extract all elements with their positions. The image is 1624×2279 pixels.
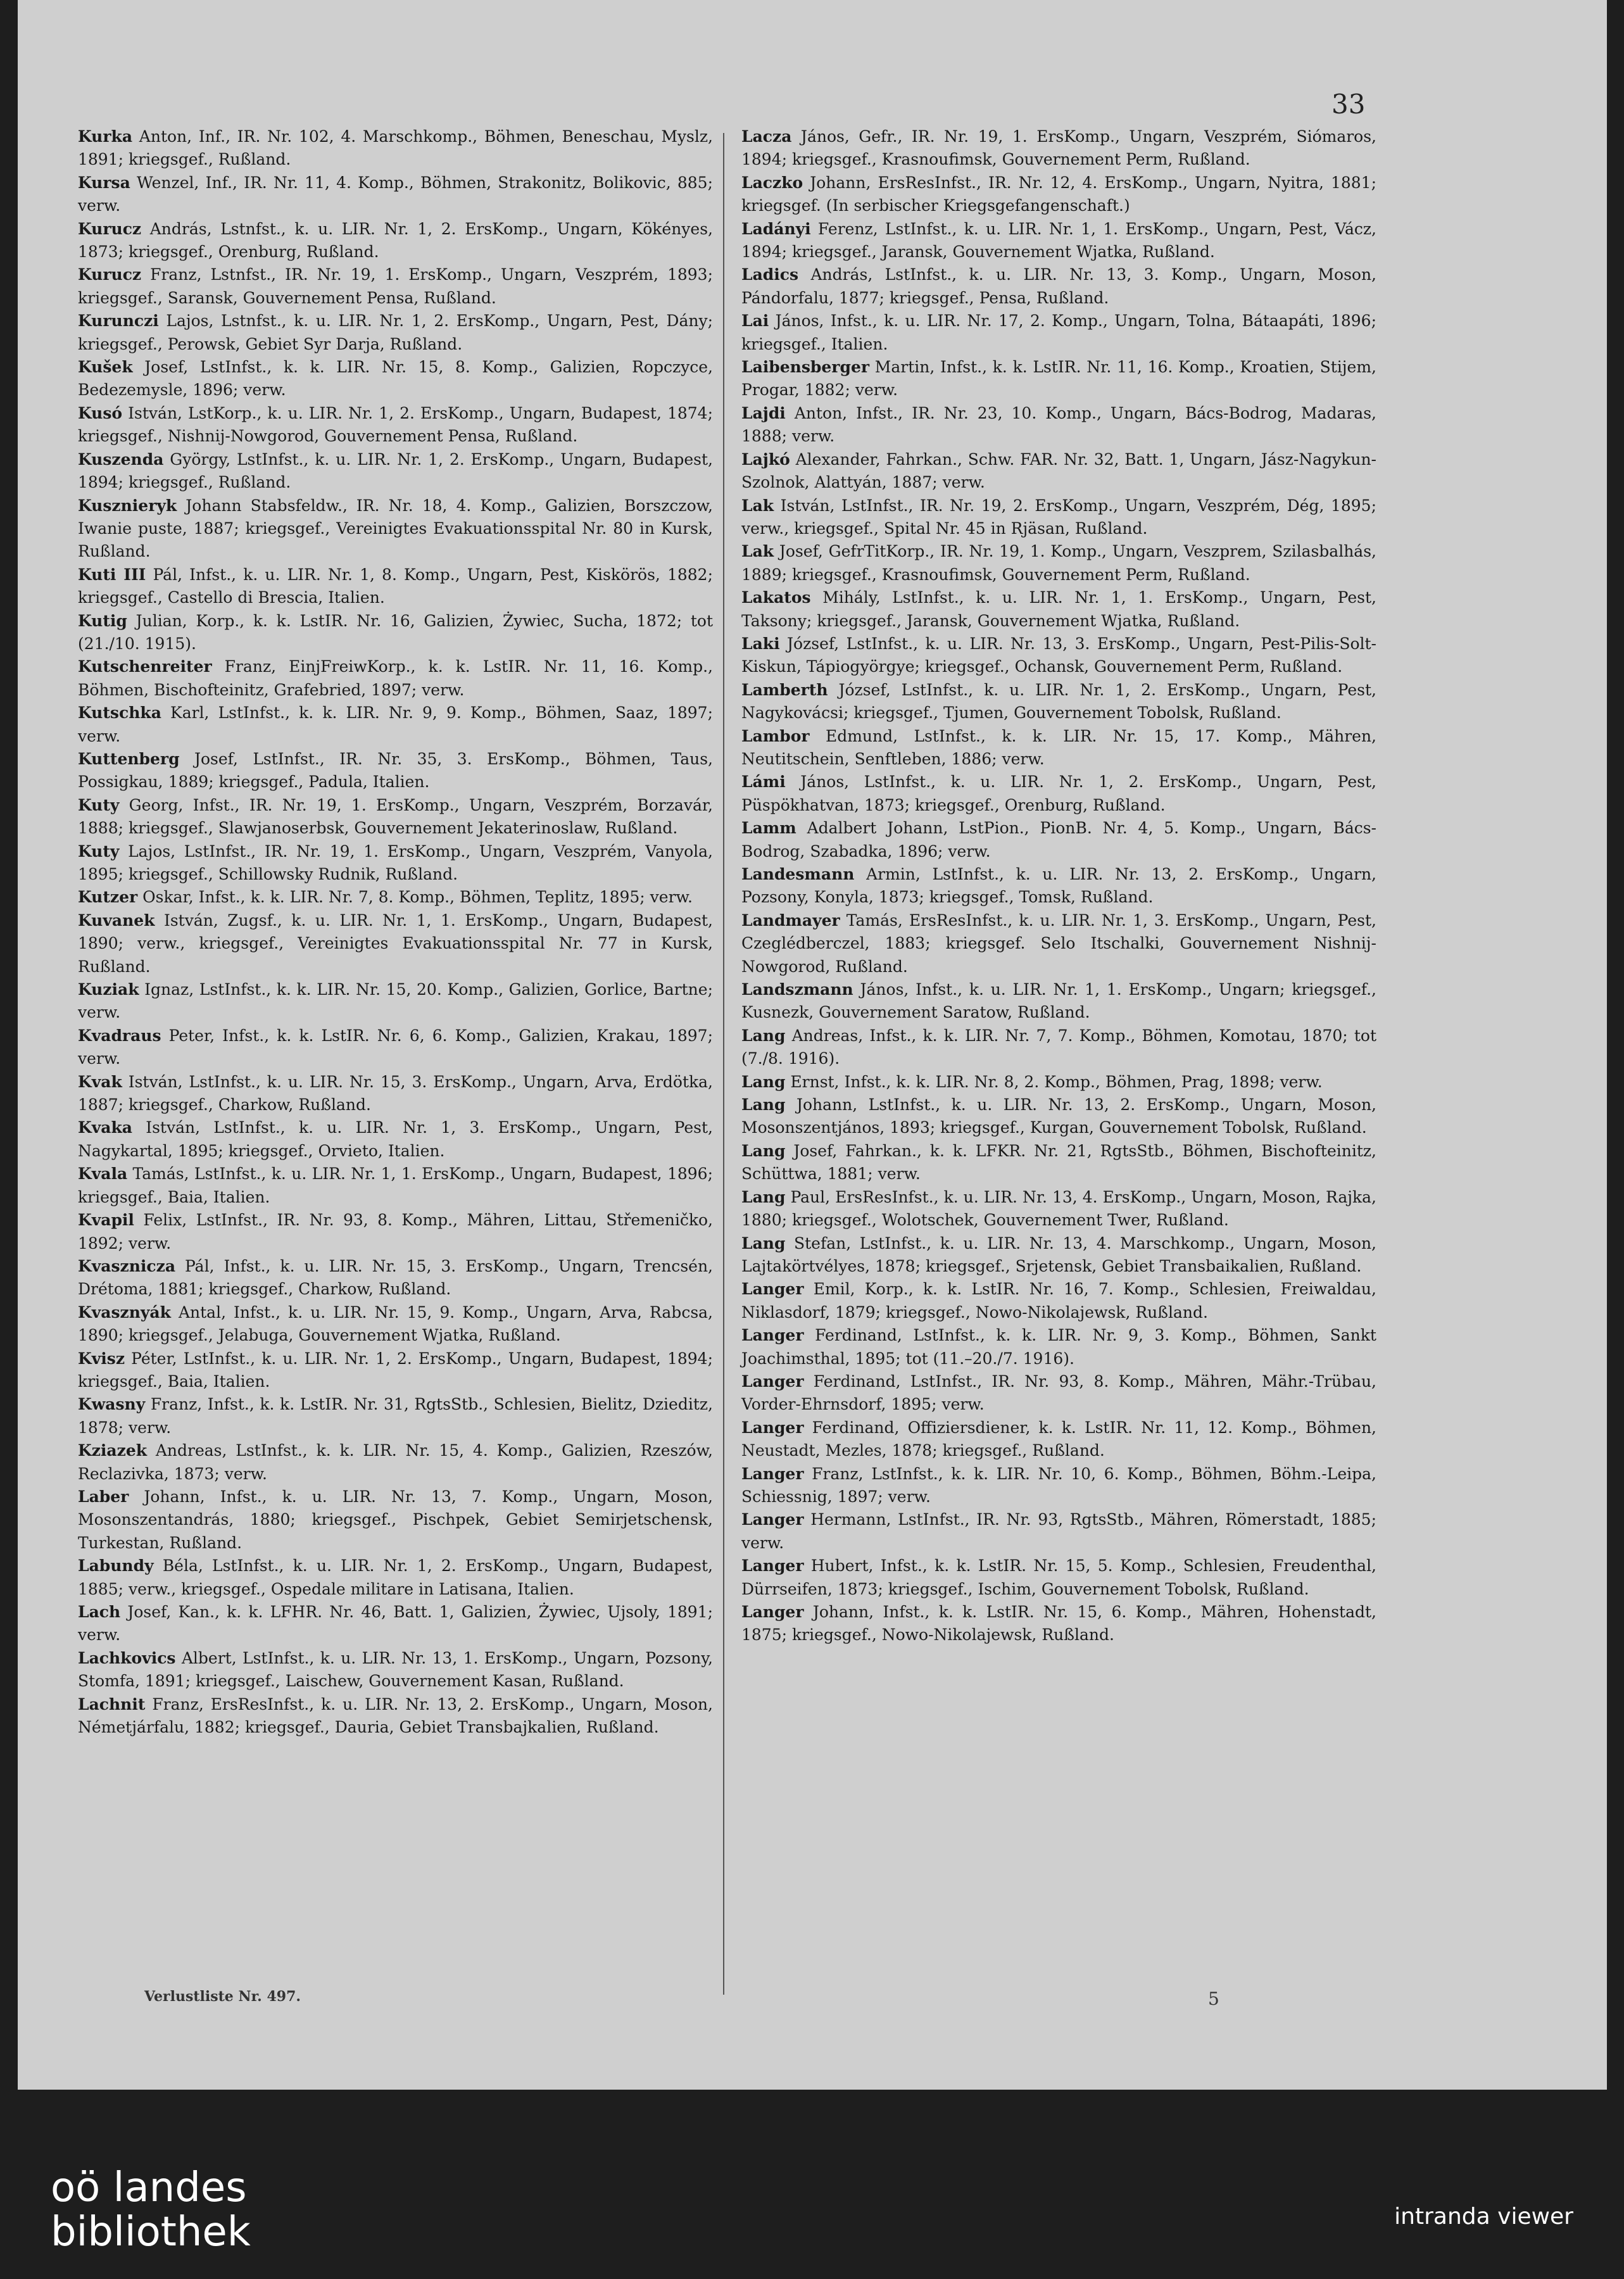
casualty-entry: [741, 725, 1376, 771]
entry-surname: Kutschka: [78, 704, 161, 723]
casualty-entry: [741, 1508, 1376, 1555]
casualty-entry: [78, 1116, 713, 1163]
entry-surname: Kuti III: [78, 565, 146, 584]
right-column: [741, 125, 1376, 1647]
entry-surname: Kvak: [78, 1072, 122, 1091]
casualty-entry: [741, 633, 1376, 679]
casualty-entry: [78, 1439, 713, 1486]
casualty-entry: [741, 125, 1376, 172]
entry-details: Emil, Korp., k. k. LstIR. Nr. 16, 7. Komp., Schlesien, Freiwaldau, Niklasdorf, 1879; kriegsgef., Nowo-Nikolajewsk, Rußland.: [741, 1280, 1376, 1322]
casualty-entry: [78, 495, 713, 564]
casualty-entry: [741, 310, 1376, 356]
entry-details: Ferenz, LstInfst., k. u. LIR. Nr. 1, 1. ErsKomp., Ungarn, Pest, Vácz, 1894; kriegsgef., Jaransk, Gouvernement Wjatka, Rußland.: [741, 219, 1376, 262]
casualty-entry: [741, 356, 1376, 402]
entry-surname: Ladányi: [741, 219, 811, 238]
entry-surname: Kziazek: [78, 1441, 148, 1460]
entry-surname: Langer: [741, 1372, 804, 1391]
casualty-entry: [78, 263, 713, 310]
entry-details: Péter, LstInfst., k. u. LIR. Nr. 1, 2. ErsKomp., Ungarn, Budapest, 1894; kriegsgef., Baia, Italien.: [78, 1349, 713, 1391]
entry-details: Josef, LstInfst., k. k. LIR. Nr. 15, 8. Komp., Galizien, Ropczyce, Bedezemysle, 1896; verw.: [78, 358, 713, 400]
logo-line1: oö landes: [51, 2164, 247, 2211]
entry-details: Josef, GefrTitKorp., IR. Nr. 19, 1. Komp., Ungarn, Veszprem, Szilasbalhás, 1889; kriegsgef., Krasnoufimsk, Gouvernement Perm, Rußland.: [741, 542, 1376, 584]
entry-surname: Lai: [741, 312, 769, 331]
entry-surname: Langer: [741, 1326, 804, 1345]
entry-details: Georg, Infst., IR. Nr. 19, 1. ErsKomp., Ungarn, Veszprém, Borzavár, 1888; kriegsgef., Slawjanoserbsk, Gouvernement Jekaterinoslaw, Rußland.: [78, 795, 714, 838]
casualty-entry: [741, 448, 1376, 495]
entry-details: Peter, Infst., k. k. LstIR. Nr. 6, 6. Komp., Galizien, Krakau, 1897; verw.: [78, 1026, 713, 1068]
entry-surname: Lachkovics: [78, 1648, 176, 1667]
entry-details: Johann, Infst., k. u. LIR. Nr. 13, 7. Komp., Ungarn, Moson, Mosonszentandrás, 1880; kriegsgef., Pischpek, Gebiet Semirjetschensk, Turkestan, Rußland.: [78, 1487, 713, 1552]
entry-surname: Kvala: [78, 1165, 128, 1184]
entry-surname: Lang: [741, 1095, 786, 1114]
casualty-entry: [741, 978, 1376, 1025]
casualty-entry: [78, 1601, 713, 1647]
entry-surname: Kuty: [78, 842, 120, 861]
entry-surname: Kuvanek: [78, 911, 155, 930]
casualty-entry: [78, 748, 713, 794]
entry-details: István, LstInfst., k. u. LIR. Nr. 15, 3. ErsKomp., Ungarn, Arva, Erdötka, 1887; kriegsgef., Charkow, Rußland.: [78, 1072, 713, 1114]
entry-details: Pál, Infst., k. u. LIR. Nr. 1, 8. Komp., Ungarn, Pest, Kiskörös, 1882; kriegsgef., Castello di Brescia, Italien.: [78, 565, 714, 607]
entry-details: János, Infst., k. u. LIR. Nr. 17, 2. Komp., Ungarn, Tolna, Bátaapáti, 1896; kriegsgef., Italien.: [741, 312, 1377, 353]
casualty-entry: [741, 1370, 1376, 1417]
casualty-entry: [741, 1278, 1376, 1324]
entry-surname: Laki: [741, 634, 780, 653]
casualty-entry: [78, 610, 713, 656]
entry-details: András, Lstnfst., k. u. LIR. Nr. 1, 2. ErsKomp., Ungarn, Kökényes, 1873; kriegsgef., Orenburg, Rußland.: [78, 219, 713, 262]
casualty-entry: [78, 886, 713, 909]
entry-surname: Kurucz: [78, 219, 142, 238]
entry-details: András, LstInfst., k. u. LIR. Nr. 13, 3. Komp., Ungarn, Moson, Pándorfalu, 1877; kriegsgef., Pensa, Rußland.: [741, 265, 1377, 307]
entry-surname: Landmayer: [741, 911, 840, 930]
entry-surname: Langer: [741, 1510, 804, 1529]
entry-details: Karl, LstInfst., k. k. LIR. Nr. 9, 9. Komp., Böhmen, Saaz, 1897; verw.: [78, 704, 714, 745]
entry-surname: Kusó: [78, 403, 123, 422]
entry-details: István, LstInfst., IR. Nr. 19, 2. ErsKomp., Ungarn, Veszprém, Dég, 1895; verw., kriegsgef., Spital Nr. 45 in Rjäsan, Rußland.: [741, 496, 1376, 538]
casualty-entry: [741, 1025, 1376, 1071]
entry-details: János, LstInfst., k. u. LIR. Nr. 1, 2. ErsKomp., Ungarn, Pest, Püspökhatvan, 1873; kriegsgef., Orenburg, Rußland.: [741, 773, 1376, 814]
casualty-entry: [78, 125, 713, 172]
entry-details: Antal, Infst., k. u. LIR. Nr. 15, 9. Komp., Ungarn, Arva, Rabcsa, 1890; kriegsgef., Jelabuga, Gouvernement Wjatka, Rußland.: [78, 1303, 713, 1345]
entry-surname: Lak: [741, 496, 774, 515]
entry-surname: Lambor: [741, 726, 810, 745]
entry-details: Franz, LstInfst., k. k. LIR. Nr. 10, 6. Komp., Böhmen, Böhm.-Leipa, Schiessnig, 1897; verw.: [741, 1464, 1377, 1506]
entry-details: Wenzel, Inf., IR. Nr. 11, 4. Komp., Böhmen, Strakonitz, Bolikovic, 885; verw.: [78, 173, 713, 215]
entry-details: Oskar, Infst., k. k. LIR. Nr. 7, 8. Komp., Böhmen, Teplitz, 1895; verw.: [142, 888, 693, 907]
left-column: [78, 125, 713, 1739]
casualty-entry: [78, 1071, 713, 1117]
casualty-entry: [741, 1071, 1376, 1094]
entry-details: Stefan, LstInfst., k. u. LIR. Nr. 13, 4. Marschkomp., Ungarn, Moson, Lajtakörtvélyes, 1878; kriegsgef., Srjetensk, Gebiet Transbaikalien, Rußland.: [741, 1234, 1376, 1275]
entry-details: Paul, ErsResInfst., k. u. LIR. Nr. 13, 4. ErsKomp., Ungarn, Moson, Rajka, 1880; kriegsgef., Wolotschek, Gouvernement Twer, Rußland.: [741, 1187, 1377, 1230]
entry-surname: Kvapil: [78, 1211, 134, 1230]
entry-details: Johann, Infst., k. k. LstIR. Nr. 15, 6. Komp., Mähren, Hohenstadt, 1875; kriegsgef., Nowo-Nikolajewsk, Rußland.: [741, 1603, 1376, 1645]
entry-surname: Lang: [741, 1234, 786, 1253]
entry-details: Andreas, Infst., k. k. LIR. Nr. 7, 7. Komp., Böhmen, Komotau, 1870; tot (7./8. 1916).: [741, 1026, 1376, 1068]
entry-details: Ferdinand, LstInfst., IR. Nr. 93, 8. Komp., Mähren, Mähr.-Trübau, Vorder-Ehrnsdorf, 1895; verw.: [741, 1372, 1376, 1414]
entry-surname: Kurka: [78, 127, 133, 146]
entry-details: Ferdinand, Offiziersdiener, k. k. LstIR. Nr. 11, 12. Komp., Böhmen, Neustadt, Mezles, 1878; kriegsgef., Rußland.: [741, 1418, 1376, 1460]
casualty-entry: [78, 448, 713, 495]
entry-surname: Laczko: [741, 173, 803, 192]
entry-details: István, Zugsf., k. u. LIR. Nr. 1, 1. ErsKomp., Ungarn, Budapest, 1890; verw., kriegsgef., Vereinigtes Evakuationsspital Nr. 77 in Kursk, Rußland.: [78, 911, 713, 976]
entry-details: György, LstInfst., k. u. LIR. Nr. 1, 2. ErsKomp., Ungarn, Budapest, 1894; kriegsgef., Rußland.: [78, 450, 713, 492]
entry-surname: Lang: [741, 1187, 786, 1206]
casualty-entry: [741, 495, 1376, 541]
entry-details: Tamás, ErsResInfst., k. u. LIR. Nr. 1, 3. ErsKomp., Ungarn, Pest, Czeglédberczel, 1883; kriegsgef. Selo Itschalki, Gouvernement Nishnij-Nowgorod, Rußland.: [741, 911, 1376, 976]
casualty-entry: [741, 586, 1376, 633]
entry-surname: Lakatos: [741, 588, 811, 607]
logo-line2: bibliothek: [51, 2209, 251, 2256]
entry-surname: Kušek: [78, 358, 133, 377]
casualty-entry: [741, 172, 1376, 218]
casualty-entry: [78, 1348, 713, 1394]
entry-details: Andreas, LstInfst., k. k. LIR. Nr. 15, 4. Komp., Galizien, Rzeszów, Reclazivka, 1873; verw.: [78, 1441, 713, 1483]
entry-details: Martin, Infst., k. k. LstIR. Nr. 11, 16. Komp., Kroatien, Stijem, Progar, 1882; verw.: [741, 358, 1376, 400]
entry-details: Tamás, LstInfst., k. u. LIR. Nr. 1, 1. ErsKomp., Ungarn, Budapest, 1896; kriegsgef., Baia, Italien.: [78, 1165, 713, 1206]
entry-surname: Kvisz: [78, 1349, 125, 1368]
casualty-entry: [741, 909, 1376, 978]
casualty-entry: [741, 679, 1376, 725]
casualty-entry: [78, 909, 713, 978]
entry-details: Anton, Infst., IR. Nr. 23, 10. Komp., Ungarn, Bács-Bodrog, Madaras, 1888; verw.: [741, 403, 1376, 446]
casualty-entry: [78, 702, 713, 748]
page-number: 33: [1331, 89, 1366, 120]
casualty-entry: [741, 771, 1376, 817]
casualty-entry: [741, 1463, 1376, 1509]
casualty-entry: [78, 794, 713, 840]
entry-details: János, Infst., k. u. LIR. Nr. 1, 1. ErsKomp., Ungarn; kriegsgef., Kusnezk, Gouvernement Saratow, Rußland.: [741, 980, 1377, 1022]
casualty-entry: [78, 1301, 713, 1348]
entry-surname: Kvadraus: [78, 1026, 161, 1045]
casualty-entry: [741, 1186, 1376, 1232]
column-divider: [723, 133, 724, 1995]
casualty-entry: [741, 402, 1376, 448]
entry-surname: Langer: [741, 1464, 804, 1483]
entry-details: Adalbert Johann, LstPion., PionB. Nr. 4, 5. Komp., Ungarn, Bács-Bodrog, Szabadka, 1896; verw.: [741, 819, 1376, 861]
entry-details: Béla, LstInfst., k. u. LIR. Nr. 1, 2. ErsKomp., Ungarn, Budapest, 1885; verw., kriegsgef., Ospedale militare in Latisana, Italien.: [78, 1556, 713, 1598]
casualty-entry: [78, 1163, 713, 1209]
casualty-entry: [78, 978, 713, 1025]
casualty-entry: [78, 218, 713, 264]
entry-surname: Langer: [741, 1603, 804, 1621]
entry-surname: Langer: [741, 1280, 804, 1299]
entry-surname: Lacza: [741, 127, 792, 146]
entry-details: József, LstInfst., k. u. LIR. Nr. 13, 3. ErsKomp., Ungarn, Pest-Pilis-Solt-Kiskun, Tápiogyörgye; kriegsgef., Ochansk, Gouvernement Perm, Rußland.: [741, 634, 1377, 676]
casualty-entry: [78, 1555, 713, 1601]
entry-details: Armin, LstInfst., k. u. LIR. Nr. 13, 2. ErsKomp., Ungarn, Pozsony, Konyla, 1873; kriegsgef., Tomsk, Rußland.: [741, 865, 1376, 907]
casualty-entry: [741, 218, 1376, 264]
casualty-entry: [78, 655, 713, 702]
casualty-entry: [78, 1255, 713, 1301]
casualty-entry: [741, 1232, 1376, 1278]
entry-surname: Kusznieryk: [78, 496, 177, 515]
entry-details: Julian, Korp., k. k. LstIR. Nr. 16, Galizien, Żywiec, Sucha, 1872; tot (21./10. 1915).: [78, 611, 713, 653]
casualty-entry: [78, 356, 713, 402]
entry-surname: Kvasznicza: [78, 1256, 176, 1275]
casualty-entry: [78, 172, 713, 218]
casualty-entry: [741, 863, 1376, 909]
entry-details: Josef, Fahrkan., k. k. LFKR. Nr. 21, RgtsStb., Böhmen, Bischofteinitz, Schüttwa, 1881; verw.: [741, 1141, 1376, 1184]
entry-details: Franz, Infst., k. k. LstIR. Nr. 31, RgtsStb., Schlesien, Bielitz, Dzieditz, 1878; verw.: [78, 1395, 713, 1437]
casualty-entry: [741, 1324, 1376, 1370]
casualty-entry: [741, 1094, 1376, 1140]
entry-surname: Lang: [741, 1026, 786, 1045]
entry-details: János, Gefr., IR. Nr. 19, 1. ErsKomp., Ungarn, Veszprém, Siómaros, 1894; kriegsgef., Krasnoufimsk, Gouvernement Perm, Rußland.: [741, 127, 1377, 169]
entry-surname: Laber: [78, 1487, 129, 1506]
entry-surname: Lachnit: [78, 1695, 146, 1714]
casualty-entry: [78, 1693, 713, 1739]
casualty-entry: [741, 540, 1376, 586]
document-page: [18, 0, 1607, 2090]
entry-surname: Kuziak: [78, 980, 139, 999]
entry-surname: Kutschenreiter: [78, 657, 212, 676]
casualty-entry: [78, 402, 713, 448]
casualty-entry: [741, 1601, 1376, 1647]
entry-details: Hermann, LstInfst., IR. Nr. 93, RgtsStb., Mähren, Römerstadt, 1885; verw.: [741, 1510, 1377, 1552]
entry-surname: Landszmann: [741, 980, 853, 999]
entry-details: József, LstInfst., k. u. LIR. Nr. 1, 2. ErsKomp., Ungarn, Pest, Nagykovácsi; kriegsgef., Tjumen, Gouvernement Tobolsk, Rußland.: [741, 680, 1376, 723]
casualty-entry: [741, 1417, 1376, 1463]
entry-details: Franz, ErsResInfst., k. u. LIR. Nr. 13, 2. ErsKomp., Ungarn, Moson, Németjárfalu, 1882; kriegsgef., Dauria, Gebiet Transbajkalien, Rußland.: [78, 1695, 713, 1737]
casualty-entry: [78, 1209, 713, 1255]
entry-details: Albert, LstInfst., k. u. LIR. Nr. 13, 1. ErsKomp., Ungarn, Pozsony, Stomfa, 1891; kriegsgef., Laischew, Gouvernement Kasan, Rußland.: [78, 1648, 714, 1691]
casualty-entry: [78, 1025, 713, 1071]
entry-surname: Kursa: [78, 173, 130, 192]
casualty-entry: [78, 310, 713, 356]
casualty-entry: [78, 1486, 713, 1555]
entry-details: Franz, EinjFreiwKorp., k. k. LstIR. Nr. 11, 16. Komp., Böhmen, Bischofteinitz, Grafebried, 1897; verw.: [78, 657, 714, 699]
entry-surname: Kvasznyák: [78, 1303, 171, 1322]
entry-details: Josef, LstInfst., IR. Nr. 35, 3. ErsKomp., Böhmen, Taus, Possigkau, 1889; kriegsgef., Padula, Italien.: [78, 749, 713, 792]
entry-surname: Lámi: [741, 773, 786, 792]
casualty-entry: [741, 1140, 1376, 1186]
casualty-entry: [78, 1393, 713, 1439]
entry-surname: Kutig: [78, 611, 127, 630]
entry-details: István, LstInfst., k. u. LIR. Nr. 1, 3. ErsKomp., Ungarn, Pest, Nagykartal, 1895; kriegsgef., Orvieto, Italien.: [78, 1118, 713, 1160]
viewer-label: intranda viewer: [1394, 2204, 1573, 2230]
entry-surname: Kurunczi: [78, 312, 159, 331]
entry-surname: Lach: [78, 1603, 121, 1621]
entry-details: Lajos, Lstnfst., k. u. LIR. Nr. 1, 2. ErsKomp., Ungarn, Pest, Dány; kriegsgef., Perowsk, Gebiet Syr Darja, Rußland.: [78, 312, 713, 353]
entry-details: Edmund, LstInfst., k. k. LIR. Nr. 15, 17. Komp., Mähren, Neutitschein, Senftleben, 1886; verw.: [741, 726, 1376, 768]
entry-details: Ferdinand, LstInfst., k. k. LIR. Nr. 9, 3. Komp., Böhmen, Sankt Joachimsthal, 1895; tot (11.–20./7. 1916).: [741, 1326, 1376, 1368]
entry-details: Johann, LstInfst., k. u. LIR. Nr. 13, 2. ErsKomp., Ungarn, Moson, Mosonszentjános, 1893; kriegsgef., Kurgan, Gouvernement Tobolsk, Rußland.: [741, 1095, 1376, 1137]
entry-surname: Lajkó: [741, 450, 790, 469]
entry-surname: Lang: [741, 1072, 786, 1091]
entry-details: Lajos, LstInfst., IR. Nr. 19, 1. ErsKomp., Ungarn, Veszprém, Vanyola, 1895; kriegsgef., Schillowsky Rudnik, Rußland.: [78, 842, 713, 883]
entry-surname: Kvaka: [78, 1118, 132, 1137]
entry-surname: Kutzer: [78, 888, 138, 907]
entry-details: Mihály, LstInfst., k. u. LIR. Nr. 1, 1. ErsKomp., Ungarn, Pest, Taksony; kriegsgef., Jaransk, Gouvernement Wjatka, Rußland.: [741, 588, 1376, 630]
entry-details: Felix, LstInfst., IR. Nr. 93, 8. Komp., Mähren, Littau, Střemeničko, 1892; verw.: [78, 1211, 713, 1253]
entry-surname: Langer: [741, 1556, 804, 1575]
footer-signature: 5: [1208, 1988, 1219, 2009]
casualty-entry: [78, 1647, 713, 1693]
entry-details: Hubert, Infst., k. k. LstIR. Nr. 15, 5. Komp., Schlesien, Freudenthal, Dürrseifen, 1873; kriegsgef., Ischim, Gouvernement Tobolsk, Rußland.: [741, 1556, 1377, 1598]
entry-surname: Ladics: [741, 265, 799, 284]
entry-surname: Lamm: [741, 819, 796, 838]
entry-details: Alexander, Fahrkan., Schw. FAR. Nr. 32, Batt. 1, Ungarn, Jász-Nagykun-Szolnok, Alattyán, 1887; verw.: [741, 450, 1376, 492]
entry-details: Pál, Infst., k. u. LIR. Nr. 15, 3. ErsKomp., Ungarn, Trencsén, Drétoma, 1881; kriegsgef., Charkow, Rußland.: [78, 1256, 713, 1299]
casualty-entry: [741, 263, 1376, 310]
entry-surname: Langer: [741, 1418, 804, 1437]
entry-surname: Labundy: [78, 1556, 154, 1575]
entry-surname: Kuttenberg: [78, 749, 180, 768]
casualty-entry: [741, 1555, 1376, 1601]
entry-details: Ignaz, LstInfst., k. k. LIR. Nr. 15, 20. Komp., Galizien, Gorlice, Bartne; verw.: [78, 980, 713, 1022]
entry-details: Ernst, Infst., k. k. LIR. Nr. 8, 2. Komp., Böhmen, Prag, 1898; verw.: [790, 1072, 1323, 1091]
entry-details: István, LstKorp., k. u. LIR. Nr. 1, 2. ErsKomp., Ungarn, Budapest, 1874; kriegsgef., Nishnij-Nowgorod, Gouvernement Pensa, Rußland.: [78, 403, 713, 446]
casualty-entry: [741, 817, 1376, 863]
entry-surname: Kwasny: [78, 1395, 146, 1414]
casualty-entry: [78, 564, 713, 610]
entry-details: Anton, Inf., IR. Nr. 102, 4. Marschkomp., Böhmen, Beneschau, Myslz, 1891; kriegsgef., Rußland.: [78, 127, 713, 169]
entry-details: Josef, Kan., k. k. LFHR. Nr. 46, Batt. 1, Galizien, Żywiec, Ujsoly, 1891; verw.: [78, 1603, 713, 1645]
entry-surname: Kuty: [78, 795, 120, 814]
entry-surname: Lak: [741, 542, 774, 561]
library-logo[interactable]: [51, 2166, 251, 2254]
entry-surname: Kuszenda: [78, 450, 164, 469]
entry-surname: Lamberth: [741, 680, 828, 699]
entry-details: Johann Stabsfeldw., IR. Nr. 18, 4. Komp., Galizien, Borszczow, Iwanie puste, 1887; kriegsgef., Vereinigtes Evakuationsspital Nr. 80 in Kursk, Rußland.: [78, 496, 713, 561]
casualty-entry: [78, 840, 713, 887]
entry-details: Franz, Lstnfst., IR. Nr. 19, 1. ErsKomp., Ungarn, Veszprém, 1893; kriegsgef., Saransk, Gouvernement Pensa, Rußland.: [78, 265, 713, 307]
entry-surname: Lajdi: [741, 403, 786, 422]
entry-surname: Kurucz: [78, 265, 142, 284]
footer-list-number: Verlustliste Nr. 497.: [144, 1988, 301, 2005]
entry-surname: Laibensberger: [741, 358, 870, 377]
entry-details: Johann, ErsResInfst., IR. Nr. 12, 4. ErsKomp., Ungarn, Nyitra, 1881; kriegsgef. (In serbischer Kriegsgefangenschaft.): [741, 173, 1376, 215]
entry-surname: Landesmann: [741, 865, 855, 883]
entry-surname: Lang: [741, 1141, 786, 1160]
